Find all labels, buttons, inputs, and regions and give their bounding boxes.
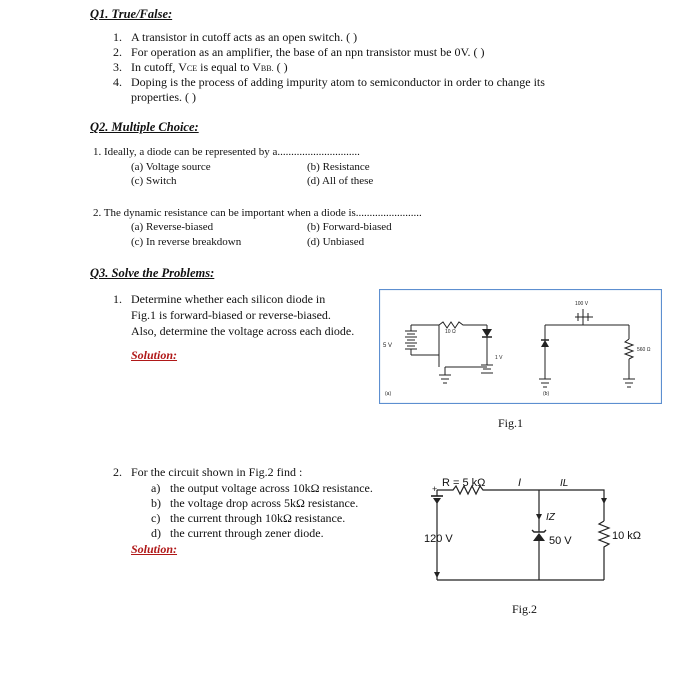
q2-question-1-stem: 1. Ideally, a diode can be represented by a..............................	[93, 146, 360, 158]
q2-q1-option-a: (a) Voltage source	[131, 161, 211, 173]
svg-text:+: +	[432, 484, 438, 494]
q3-problem-2-d: the current through zener diode.	[170, 526, 324, 540]
q1-item-1-num: 1.	[113, 30, 122, 44]
fig1-label-a: (a)	[385, 391, 392, 397]
q2-q2-option-a: (a) Reverse-biased	[131, 221, 214, 233]
q2-q1-option-c: (c) Switch	[131, 175, 177, 187]
fig1-label-560ohm: 560 Ω	[637, 347, 651, 353]
fig1-caption: Fig.1	[498, 416, 524, 430]
fig2-label-il: IL	[560, 478, 569, 489]
q3-problem-2-d-key: d)	[151, 526, 161, 540]
q1-item-2: For operation as an amplifier, the base of an npn transistor must be 0V. ( )	[131, 45, 485, 59]
fig2-label-i: I	[518, 477, 522, 489]
q1-item-1: A transistor in cutoff acts as an open switch. ( )	[131, 30, 358, 44]
q3-problem-2-c-key: c)	[151, 511, 161, 525]
q1-item-2-num: 2.	[113, 45, 122, 59]
q1-item-3: In cutoff, VCE is equal to VBB. ( )	[131, 60, 288, 74]
q3-problem-2-c: the current through 10kΩ resistance.	[170, 511, 346, 525]
fig1-label-1v: 1 V	[495, 355, 503, 361]
q2-question-2-stem: 2. The dynamic resistance can be important when a diode is........................	[93, 207, 422, 219]
fig2-label-zener-voltage: 50 V	[549, 535, 572, 547]
fig2-label-r: R = 5 kΩ	[442, 477, 486, 489]
q3-problem-1-line3: Also, determine the voltage across each diode.	[131, 324, 355, 338]
q2-q2-option-c: (c) In reverse breakdown	[131, 236, 242, 248]
fig1-label-10ohm: 10 Ω	[445, 329, 456, 335]
fig2-caption: Fig.2	[512, 602, 538, 616]
q3-problem-2-a: the output voltage across 10kΩ resistance.	[170, 481, 373, 495]
fig2-label-iz: IZ	[546, 512, 555, 523]
q3-problem-2-intro: For the circuit shown in Fig.2 find :	[131, 465, 303, 479]
q1-item-4-num: 4.	[113, 75, 122, 89]
q1-heading: Q1. True/False:	[90, 7, 173, 21]
q1-item-3-num: 3.	[113, 60, 122, 74]
q2-q1-option-d: (d) All of these	[307, 175, 374, 187]
q3-problem-2-b: the voltage drop across 5kΩ resistance.	[170, 496, 359, 510]
q3-problem-1-solution: Solution:	[131, 348, 178, 362]
fig1-label-100v: 100 V	[575, 301, 589, 307]
fig1-label-5v: 5 V	[383, 343, 393, 349]
q2-q2-option-d: (d) Unbiased	[307, 236, 365, 248]
q1-item-4-line1: Doping is the process of adding impurity atom to semiconductor in order to change its	[131, 75, 545, 89]
fig1-circuit	[379, 289, 662, 404]
q3-heading: Q3. Solve the Problems:	[90, 266, 215, 280]
q2-q1-option-b: (b) Resistance	[307, 161, 370, 173]
q1-item-4-line2: properties. ( )	[131, 90, 196, 104]
q2-q2-option-b: (b) Forward-biased	[307, 221, 392, 233]
fig2-zener-diode	[533, 533, 545, 541]
fig2-circuit	[420, 468, 670, 593]
q3-problem-2-a-key: a)	[151, 481, 161, 495]
fig1-label-b: (b)	[543, 391, 550, 397]
q3-problem-1-line2: Fig.1 is forward-biased or reverse-biased.	[131, 308, 331, 322]
q3-problem-1-num: 1.	[113, 292, 122, 306]
q2-heading: Q2. Multiple Choice:	[90, 120, 199, 134]
q3-problem-2-b-key: b)	[151, 496, 161, 510]
fig2-label-load: 10 kΩ	[612, 530, 642, 542]
q3-problem-2-num: 2.	[113, 465, 122, 479]
q3-problem-2-solution: Solution:	[131, 542, 178, 556]
q3-problem-1-line1: Determine whether each silicon diode in	[131, 292, 326, 306]
fig2-label-source: 120 V	[424, 533, 453, 545]
